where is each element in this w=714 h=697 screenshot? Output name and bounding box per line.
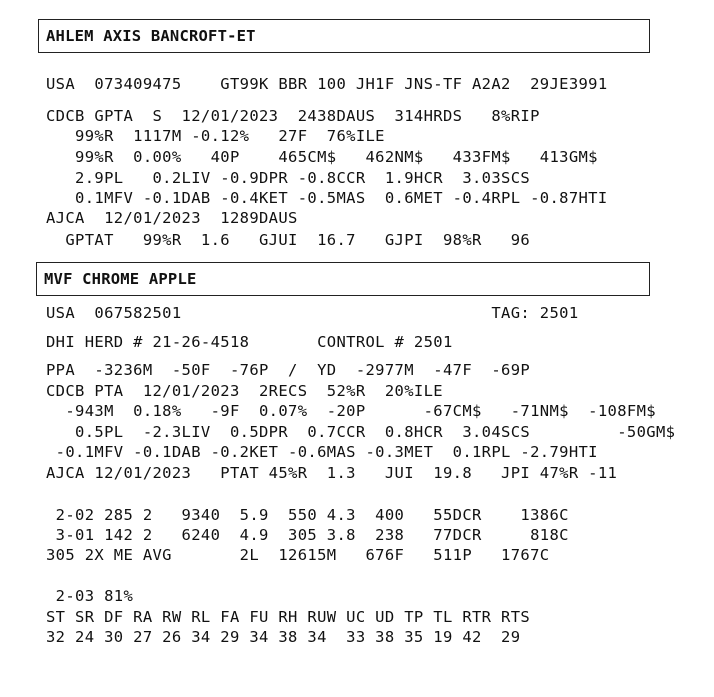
cow-health-line: 0.5PL -2.3LIV 0.5DPR 0.7CCR 0.8HCR 3.04SCS -50GM$ bbox=[46, 423, 676, 441]
type-trait-headers: ST SR DF RA RW RL FA FU RH RUW UC UD TP TL RTR RTS bbox=[46, 608, 531, 626]
sire-production-line: 99%R 1117M -0.12% 27F 76%ILE bbox=[46, 127, 385, 145]
sire-ajca-line: AJCA 12/01/2023 1289DAUS bbox=[46, 209, 298, 227]
lactation-row: 2-02 285 2 9340 5.9 550 4.3 400 55DCR 1386C bbox=[46, 506, 569, 524]
cow-herd-line: DHI HERD # 21-26-4518 CONTROL # 2501 bbox=[46, 333, 453, 351]
sire-gptat-line: GPTAT 99%R 1.6 GJUI 16.7 GJPI 98%R 96 bbox=[46, 231, 531, 249]
cow-ajca-line: AJCA 12/01/2023 PTAT 45%R 1.3 JUI 19.8 JPI 47%R -11 bbox=[46, 464, 618, 482]
sire-health-line: 2.9PL 0.2LIV -0.9DPR -0.8CCR 1.9HCR 3.03SCS bbox=[46, 169, 531, 187]
type-trait-scores: 32 24 30 27 26 34 29 34 38 34 33 38 35 19 42 29 bbox=[46, 628, 521, 646]
sire-gpta-line: CDCB GPTA S 12/01/2023 2438DAUS 314HRDS 8%RIP bbox=[46, 107, 540, 125]
cow-ppa-line: PPA -3236M -50F -76P / YD -2977M -47F -69P bbox=[46, 361, 531, 379]
lactation-row: 3-01 142 2 6240 4.9 305 3.8 238 77DCR 818C bbox=[46, 526, 569, 544]
cow-wellness-line: -0.1MFV -0.1DAB -0.2KET -0.6MAS -0.3MET 0.1RPL -2.79HTI bbox=[46, 443, 598, 461]
cow-pta-line: CDCB PTA 12/01/2023 2RECS 52%R 20%ILE bbox=[46, 382, 443, 400]
sire-name: AHLEM AXIS BANCROFT-ET bbox=[46, 27, 256, 45]
cow-name: MVF CHROME APPLE bbox=[44, 270, 197, 288]
cow-id-line: USA 067582501 TAG: 2501 bbox=[46, 304, 579, 322]
type-classification-line: 2-03 81% bbox=[46, 587, 134, 605]
sire-wellness-line: 0.1MFV -0.1DAB -0.4KET -0.5MAS 0.6MET -0.4RPL -0.87HTI bbox=[46, 189, 608, 207]
sire-id-line: USA 073409475 GT99K BBR 100 JH1F JNS-TF A2A2 29JE3991 bbox=[46, 75, 608, 93]
cow-production-line: -943M 0.18% -9F 0.07% -20P -67CM$ -71NM$ -108FM$ bbox=[46, 402, 656, 420]
lactation-average-row: 305 2X ME AVG 2L 12615M 676F 511P 1767C bbox=[46, 546, 550, 564]
sire-index-line: 99%R 0.00% 40P 465CM$ 462NM$ 433FM$ 413GM$ bbox=[46, 148, 598, 166]
